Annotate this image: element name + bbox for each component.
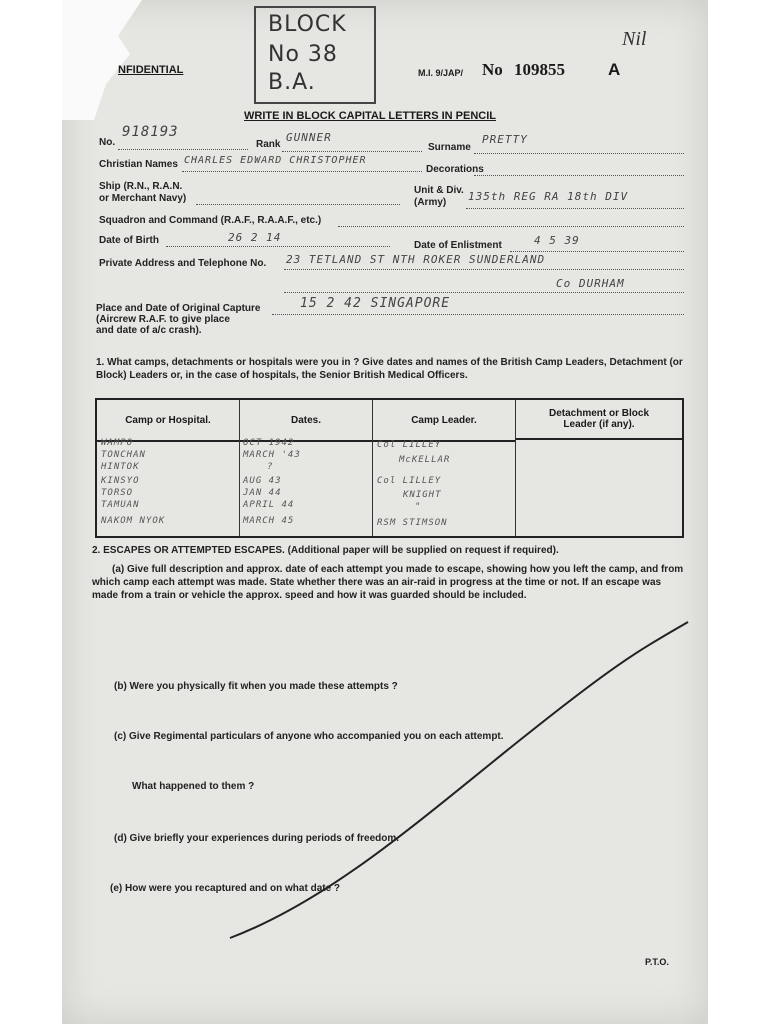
- question-2c: (c) Give Regimental particulars of anyone who accompanied you on each attempt.: [114, 731, 504, 742]
- table-cell: NAKOM NYOK: [101, 516, 166, 526]
- capture-label-1: Place and Date of Original Capture: [96, 303, 261, 314]
- col-header-camp-leader: Camp Leader.: [373, 400, 516, 442]
- ship-label-1: Ship (R.N., R.A.N.: [99, 181, 183, 192]
- table-cell: KNIGHT: [403, 490, 442, 500]
- table-cell: McKELLAR: [399, 455, 451, 465]
- pto-label: P.T.O.: [645, 957, 669, 967]
- question-1: 1. What camps, detachments or hospitals were you in ? Give dates and names of the British Camp Leaders, Detachment (or Block) Leaders or, in the case of hospitals, the Senior British Medical Officers.: [96, 357, 683, 381]
- rank-value: GUNNER: [286, 131, 332, 144]
- number-label: No: [482, 60, 503, 79]
- table-cell: JAN 44: [243, 488, 282, 498]
- christian-names-label: Christian Names: [99, 159, 178, 170]
- address-value-2: Co DURHAM: [556, 277, 625, 290]
- question-2b: (b) Were you physically fit when you made these attempts ?: [114, 681, 398, 692]
- address-label: Private Address and Telephone No.: [99, 258, 267, 269]
- confidential-label: NFIDENTIAL: [118, 64, 184, 76]
- table-cell: ": [415, 502, 422, 512]
- question-2-heading: 2. ESCAPES OR ATTEMPTED ESCAPES. (Additional paper will be supplied on request if required).: [92, 545, 559, 556]
- unit-value: 135th REG RA 18th DIV: [468, 190, 629, 203]
- christian-names-value: CHARLES EDWARD CHRISTOPHER: [184, 155, 367, 166]
- ship-label-2: or Merchant Navy): [99, 193, 187, 204]
- decorations-label: Decorations: [426, 164, 484, 175]
- table-cell: TORSO: [101, 488, 134, 498]
- col-header-camp: Camp or Hospital.: [97, 400, 240, 442]
- surname-value: PRETTY: [482, 133, 528, 146]
- question-2c-followup: What happened to them ?: [132, 781, 255, 792]
- table-cell: MARCH '43: [243, 450, 301, 460]
- col-header-detachment: Detachment or Block Leader (if any).: [516, 400, 682, 440]
- dob-value: 26 2 14: [228, 231, 282, 244]
- table-cell: Col LILLEY: [377, 440, 442, 450]
- rank-label: Rank: [256, 139, 281, 150]
- instruction-heading: WRITE IN BLOCK CAPITAL LETTERS IN PENCIL: [244, 110, 496, 122]
- table-cell: Col LILLEY: [377, 476, 442, 486]
- dob-label: Date of Birth: [99, 235, 159, 246]
- table-cell: KINSYO: [101, 476, 140, 486]
- table-cell: APRIL 44: [243, 500, 295, 510]
- table-cell: TONCHAN: [101, 450, 146, 460]
- question-2a: (a) Give full description and approx. date of each attempt you made to escape, showing how you left the camp, and from which camp each attempt was made. State whether there was an air-raid in progress at the time or not. If an escape was made from a train or vehicle the approx. speed and how it was guarded should be included.: [92, 564, 684, 601]
- no-label: No.: [99, 137, 116, 148]
- stamp-line-1: BLOCK: [268, 12, 347, 37]
- table-cell: HINTOK: [101, 462, 140, 472]
- form-number: 109855: [514, 60, 565, 79]
- table-cell: AUG 43: [243, 476, 282, 486]
- question-2e: (e) How were you recaptured and on what date ?: [110, 883, 341, 894]
- unit-label-2: (Army): [414, 197, 447, 208]
- ref-prefix: M.I. 9/JAP/: [418, 68, 464, 78]
- stamp-line-3: B.A.: [268, 70, 316, 95]
- table-cell: TAMUAN: [101, 500, 140, 510]
- stamp-line-2: No 38: [268, 42, 338, 67]
- enlistment-value: 4 5 39: [534, 234, 580, 247]
- enlistment-label: Date of Enlistment: [414, 240, 502, 251]
- table-cell: OCT 1942: [243, 438, 295, 448]
- squadron-label: Squadron and Command (R.A.F., R.A.A.F., etc.): [99, 215, 322, 226]
- capture-label-3: and date of a/c crash).: [96, 325, 202, 336]
- table-cell: WAMPO: [101, 438, 134, 448]
- nil-annotation: Nil: [622, 28, 647, 50]
- table-cell: RSM STIMSON: [377, 518, 448, 528]
- surname-label: Surname: [428, 142, 471, 153]
- col-header-dates: Dates.: [240, 400, 373, 442]
- address-value-1: 23 TETLAND ST NTH ROKER SUNDERLAND: [286, 253, 546, 266]
- unit-label-1: Unit & Div.: [414, 185, 464, 196]
- capture-value: 15 2 42 SINGAPORE: [300, 296, 451, 311]
- capture-label-2: (Aircrew R.A.F. to give place: [96, 314, 230, 325]
- form-letter: A: [608, 60, 621, 79]
- table-cell: ?: [267, 462, 274, 472]
- service-number-value: 918193: [122, 124, 179, 140]
- table-cell: MARCH 45: [243, 516, 295, 526]
- question-2d: (d) Give briefly your experiences during periods of freedom.: [114, 833, 400, 844]
